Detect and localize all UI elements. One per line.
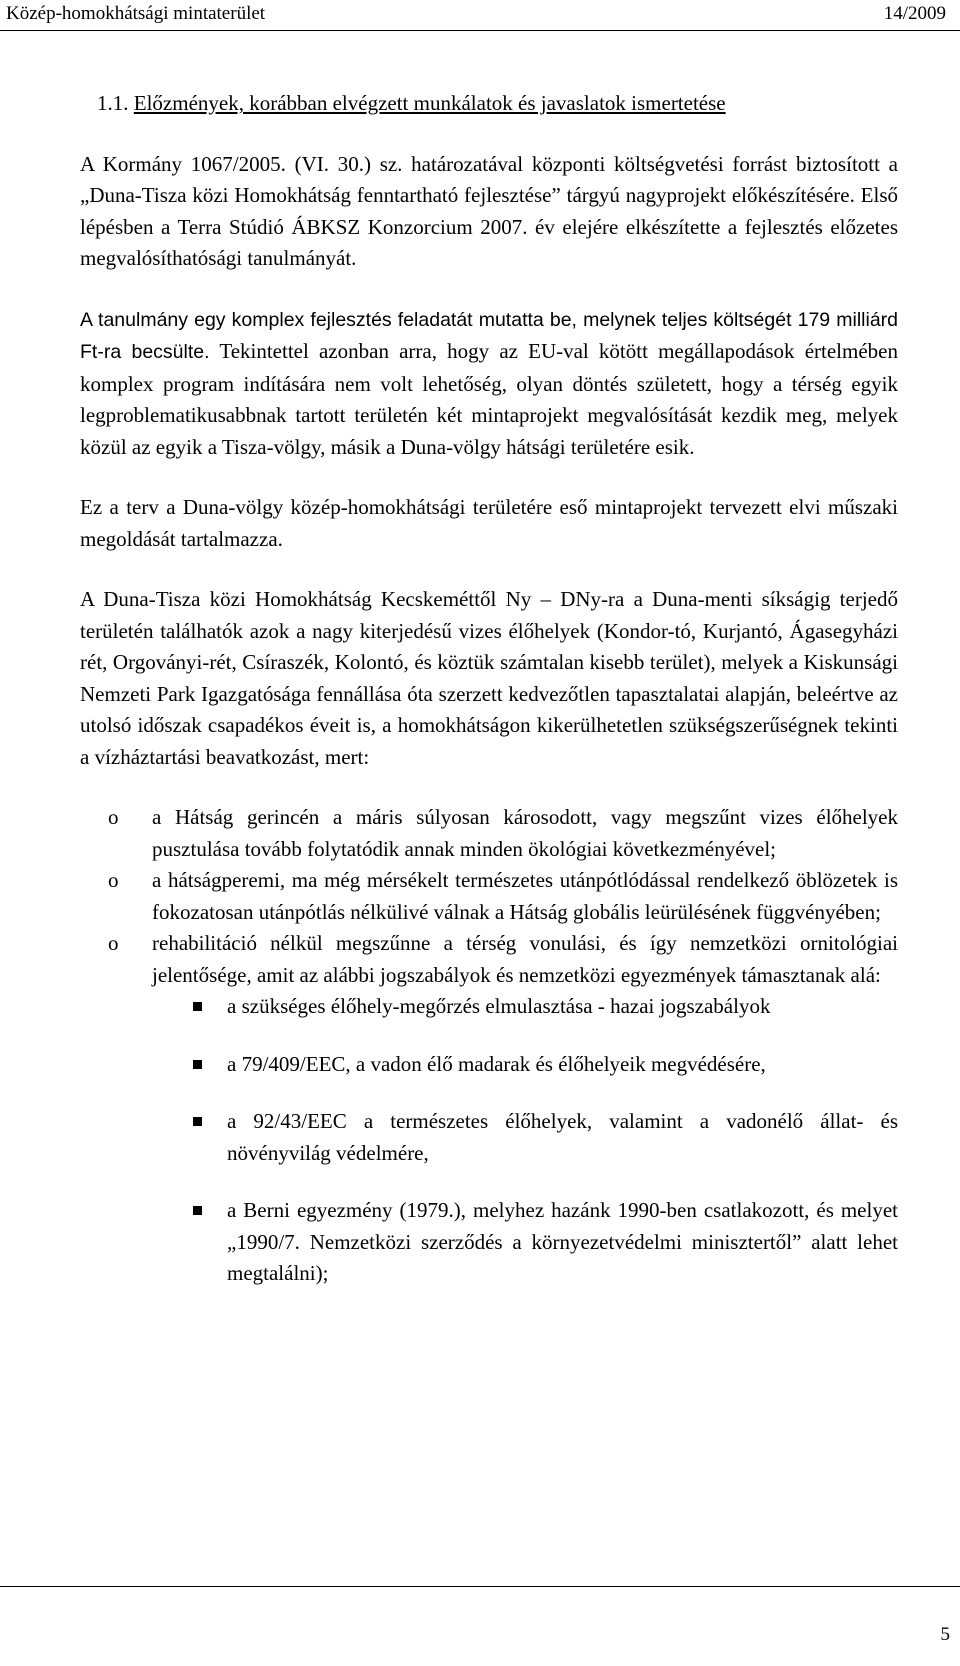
list-marker: o	[108, 931, 119, 955]
page-header	[0, 0, 960, 34]
list-item-text: rehabilitáció nélkül megszűnne a térség vonulási, és így nemzetközi ornitológiai jelentősége, amit az alábbi jogszabályok és nemzetközi egyezmények támasztanak alá:	[152, 931, 898, 987]
header-title: Közép-homokhátsági mintaterület	[6, 3, 266, 24]
square-bullet-icon	[193, 1206, 202, 1215]
square-bullet-icon	[193, 1002, 202, 1011]
list-item	[80, 928, 898, 991]
footer-divider	[0, 1586, 960, 1587]
sublist-item	[80, 991, 898, 1023]
sublist-item-text: a 92/43/EEC a természetes élőhelyek, valamint a vadonélő állat- és növényvilág védelmére,	[227, 1109, 898, 1165]
sublist-item	[80, 1049, 898, 1081]
paragraph-2	[80, 304, 898, 464]
sublist-item	[80, 1106, 898, 1169]
list-item-text: a Hátság gerincén a máris súlyosan károsodott, vagy megszűnt vizes élőhelyek pusztulása tovább folytatódik annak minden ökológiai következményével;	[152, 805, 898, 861]
paragraph-2-serif-part: Tekintettel azonban arra, hogy az EU-val kötött megállapodások értelmében komplex program indítására nem volt lehetőség, olyan döntés született, hogy a térség egyik legproblematikusabbnak tartott területén két mintaprojekt megvalósítását kezdik meg, melyek közül az egyik a Tisza-völgy, másik a Duna-völgy hátsági területére esik.	[80, 339, 898, 459]
header-divider	[0, 30, 960, 31]
list-item-text: a hátságperemi, ma még mérsékelt természetes utánpótlódással rendelkező öblözetek is fokozatosan utánpótlás nélkülivé válnak a Hátság globális leürülésének függvényében;	[152, 868, 898, 924]
header-doc-number: 14/2009	[883, 3, 946, 24]
sublist-item-text: a Berni egyezmény (1979.), melyhez hazánk 1990-ben csatlakozott, és melyet „1990/7. Nemzetközi szerződés a környezetvédelmi minisztertől” alatt lehet megtalálni);	[227, 1198, 898, 1285]
list-marker: o	[108, 868, 119, 892]
section-title: Előzmények, korábban elvégzett munkálatok és javaslatok ismertetése	[133, 91, 726, 115]
paragraph-2-sans-part: A tanulmány egy komplex fejlesztés feladatát mutatta be, melynek teljes költségét 179 milliárd Ft-ra becsülte.	[80, 308, 898, 363]
square-bullet-list	[80, 991, 898, 1290]
page-body	[80, 88, 898, 1290]
paragraph-1: A Kormány 1067/2005. (VI. 30.) sz. határozatával központi költségvetési forrást biztosított a „Duna-Tisza közi Homokhátság fenntartható fejlesztése” tárgyú nagyprojekt előkészítésére. Első lépésben a Terra Stúdió ÁBKSZ Konzorcium 2007. év elejére elkészítette a fejlesztés előzetes megvalósíthatósági tanulmányát.	[80, 151, 898, 270]
list-marker: o	[108, 805, 119, 829]
o-bullet-list	[80, 802, 898, 1290]
sublist-item-text: a szükséges élőhely-megőrzés elmulasztása - hazai jogszabályok	[227, 994, 771, 1018]
section-number: 1.1.	[97, 91, 129, 115]
sublist-item-text: a 79/409/EEC, a vadon élő madarak és élőhelyeik megvédésére,	[227, 1051, 766, 1076]
list-item	[80, 802, 898, 865]
square-bullet-icon	[193, 1117, 202, 1126]
section-heading	[97, 88, 898, 120]
paragraph-3: Ez a terv a Duna-völgy közép-homokhátsági területére eső mintaprojekt tervezett elvi műszaki megoldását tartalmazza.	[80, 495, 898, 551]
sublist-item	[80, 1195, 898, 1290]
paragraph-4: A Duna-Tisza közi Homokhátság Kecskeméttől Ny – DNy-ra a Duna-menti síkságig terjedő területén találhatók azok a nagy kiterjedésű vizes élőhelyek (Kondor-tó, Kurjantó, Ágasegyházi rét, Orgoványi-rét, Csíraszék, Kolontó, és köztük számtalan kisebb terület), melyek a Kiskunsági Nemzeti Park Igazgatósága fennállása óta szerzett kedvezőtlen tapasztalatai alapján, beleértve az utolsó időszak csapadékos éveit is, a homokhátságon kikerülhetetlen szükségszerűségnek tekinti a vízháztartási beavatkozást, mert:	[80, 587, 898, 769]
list-item	[80, 865, 898, 928]
page-number: 5	[940, 1624, 950, 1645]
square-bullet-icon	[193, 1060, 202, 1069]
